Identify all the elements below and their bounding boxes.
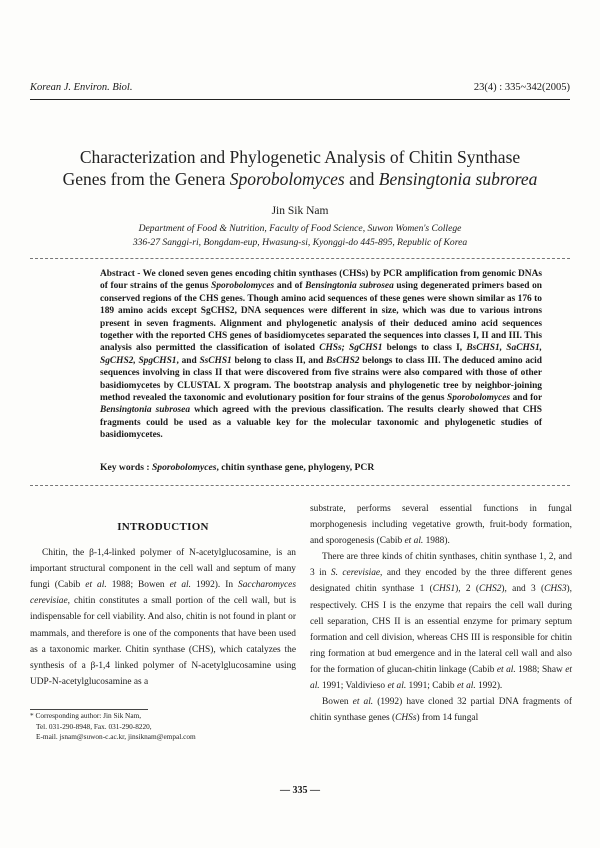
left-column: [30, 505, 296, 690]
right-column: [310, 501, 572, 726]
keywords: Key words : Sporobolomyces, chitin synthase gene, phylogeny, PCR: [100, 462, 375, 473]
footnote-email: E-mail. jsnam@suwon-c.ac.kr, jinsiknam@empal.com: [36, 732, 196, 741]
abstract-top-rule: [30, 258, 570, 259]
title-line-1: Characterization and Phylogenetic Analysis of Chitin Synthase: [79, 147, 521, 167]
journal-name: Korean J. Environ. Biol.: [30, 82, 133, 93]
footnote-rule: [30, 709, 148, 710]
abstract: Abstract - We cloned seven genes encoding chitin synthases (CHSs) by PCR amplification from genomic DNAs of four strains of the genus Sporobolomyces and of Bensingtonia subrosea using degenerated primers based on conserved regions of the CHS genes. Though amino acid sequences of these genes were shown similar as 176 to 189 amino acids except SgCHS2, DNA sequences were different in size, which was due to various introns present in seven fragments. Alignment and phylogenetic analysis of their deduced amino acid sequences together with the reported CHS genes of basidiomycetes separated the sequences into classes I, II and III. This analysis also permitted the classification of isolated CHSs; SgCHS1 belongs to class I, BsCHS1, SaCHS1, SgCHS2, SpgCHS1, and SsCHS1 belong to class II, and BsCHS2 belongs to class III. The deduced amino acid sequences involving in class II that were discovered from five strains were also compared with those of other basidiomycetes by CLUSTAL X program. The bootstrap analysis and phylogenetic tree by neighbor-joining method revealed the taxonomic and evolutionary position for four strains of the genus Sporobolomyces and for Bensingtonia subrosea which agreed with the previous classification. The results clearly showed that CHS fragments could be used as a valuable key for the molecular taxonomic and phylogenetic studies of basidiomycetes.: [100, 269, 542, 441]
section-heading-introduction: INTRODUCTION: [117, 521, 209, 533]
right-paragraph-3: Bowen et al. (1992) have cloned 32 partial DNA fragments of chitin synthase genes (CHSs) from 14 fungal: [310, 697, 572, 724]
running-head: [30, 82, 570, 93]
author: Jin Sik Nam: [271, 205, 329, 217]
article-title: [40, 146, 560, 190]
right-paragraph-1: substrate, performs several essential functions in fungal morphogenesis including vegetative growth, fruit-body formation, and sporogenesis (Cabib et al. 1988).: [310, 504, 572, 547]
page-number: — 335 —: [280, 785, 320, 796]
abstract-bottom-rule: [30, 485, 570, 486]
affiliation: Department of Food & Nutrition, Faculty of Food Science, Suwon Women's College 336-27 Sanggi-ri, Bongdam-eup, Hwasung-si, Kyonggi-do 445-895, Republic of Korea: [132, 223, 468, 248]
header-rule: [30, 99, 570, 100]
citation: 23(4) : 335~342(2005): [473, 82, 570, 93]
title-line-2: Genes from the Genera Sporobolomyces and Bensingtonia subrorea: [62, 169, 538, 189]
footnote: * Corresponding author: Jin Sik Nam, Tel. 031-290-8948, Fax. 031-290-8220, E-mail. jsnam@suwon-c.ac.kr, jinsiknam@empal.com: [30, 711, 290, 743]
right-paragraph-2: There are three kinds of chitin synthases, chitin synthase 1, 2, and 3 in S. cerevisiae, and they encoded by the three different genes designated chitin synthase 1 (CHS1), 2 (CHS2), and 3 (CHS3), respectively. CHS I is the enzyme that repairs the cell wall during cell separation, CHS II is an essential enzyme for primary septum formation and cell division, whereas CHS III is responsible for chitin ring formation at bud emergence and in the lateral cell wall and also for the formation of glucan-chitin linkage (Cabib et al. 1988; Shaw et al. 1991; Valdivieso et al. 1991; Cabib et al. 1992).: [310, 552, 573, 692]
intro-paragraph-1: Chitin, the β-1,4-linked polymer of N-acetylglucosamine, is an important structural component in the cell wall and septum of many fungi (Cabib et al. 1988; Bowen et al. 1992). In Saccharomyces cerevisiae, chitin constitutes a small portion of the cell wall, but is indispensable for cell viability. And also, chitin is not found in plant or mammals, and therefore is one of the components that have been used as a taxonomic marker. Chitin synthase (CHS), which catalyzes the synthesis of a β-1,4 linked polymer of N-acetylglucosamine using UDP-N-acetylglucosamine as a: [30, 548, 296, 687]
